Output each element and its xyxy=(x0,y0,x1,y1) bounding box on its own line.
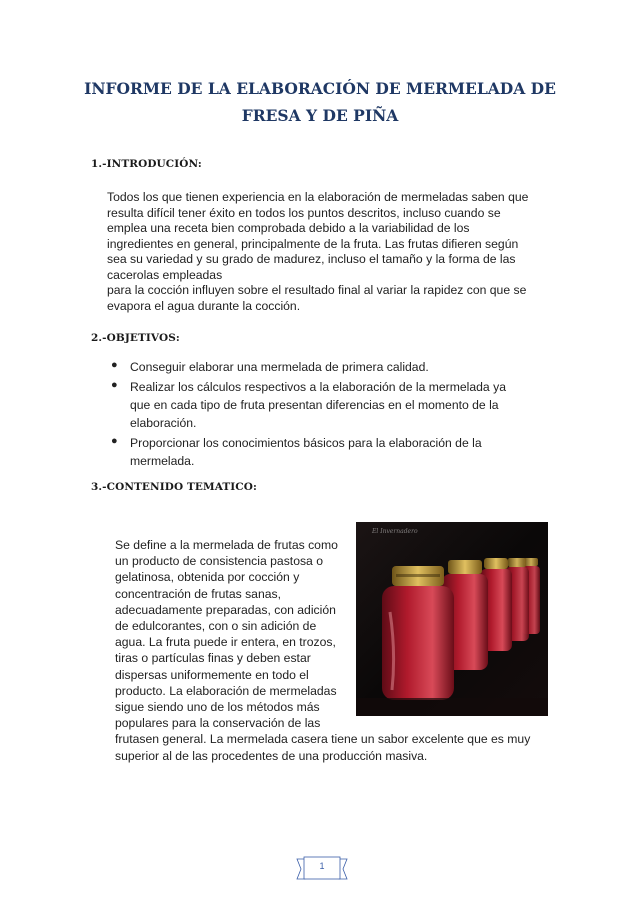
objectives-list xyxy=(108,358,558,472)
intro-line: emplea una receta bien comprobada debido a la variabilidad de los xyxy=(107,221,470,235)
content-line: sigue siendo uno de los métodos más xyxy=(115,700,320,715)
bullet-icon: ● xyxy=(111,379,118,391)
photo-watermark: El Invernadero xyxy=(372,528,418,535)
content-line: agua. La fruta puede ir entera, en trozos, xyxy=(115,635,336,650)
list-item xyxy=(108,434,558,470)
list-item-text: Conseguir elaborar una mermelada de primera calidad. xyxy=(130,360,429,374)
list-item xyxy=(108,358,558,376)
content-line: de edulcorantes, con o sin adición de xyxy=(115,619,317,634)
intro-line: evapora el agua durante la cocción. xyxy=(107,298,301,313)
content-line: tiras o partículas finas y deben estar xyxy=(115,651,311,666)
content-line: frutasen general. La mermelada casera tiene un sabor excelente que es muy xyxy=(115,732,531,747)
content-line: superior al de las procedentes de una producción masiva. xyxy=(115,748,428,763)
document-title xyxy=(60,75,580,129)
bullet-icon: ● xyxy=(111,435,118,447)
intro-paragraph xyxy=(107,190,562,314)
intro-line: resulta difícil tener éxito en todos los puntos descritos, incluso cuando se xyxy=(107,205,501,220)
content-line: producto. La elaboración de mermeladas xyxy=(115,683,337,698)
intro-line: sea su variedad y su grado de madurez, incluso el tamaño y la forma de las xyxy=(107,252,516,266)
content-line: adecuadamente preparadas, con adición xyxy=(115,602,336,617)
bullet-icon: ● xyxy=(111,359,118,371)
list-item xyxy=(108,378,558,432)
list-item-text: elaboración. xyxy=(130,416,197,430)
page-number: 1 xyxy=(319,861,325,871)
content-line: Se define a la mermelada de frutas como xyxy=(115,538,338,552)
objectives-heading: 2.-OBJETIVOS: xyxy=(91,332,180,344)
list-item-text: Realizar los cálculos respectivos a la elaboración de la mermelada ya xyxy=(130,380,506,394)
content-line: un producto de consistencia pastosa o xyxy=(115,554,324,569)
intro-heading: 1.-INTRODUCIÓN: xyxy=(91,158,202,170)
page-number-badge xyxy=(296,855,348,883)
content-line: gelatinosa, obtenida por cocción y xyxy=(115,570,300,585)
title-line-1: INFORME DE LA ELABORACIÓN DE MERMELADA DE xyxy=(84,79,556,98)
content-line: concentración de frutas sanas, xyxy=(115,586,281,601)
list-item-text: que en cada tipo de fruta presentan diferencias en el momento de la xyxy=(130,398,499,412)
intro-line: cacerolas empleadas xyxy=(107,267,223,282)
content-heading: 3.-CONTENIDO TEMATICO: xyxy=(91,481,257,493)
jar-1 xyxy=(382,566,454,700)
content-line: dispersas uniformemente en todo el xyxy=(115,667,309,682)
intro-line: Todos los que tienen experiencia en la elaboración de mermeladas saben que xyxy=(107,190,529,204)
intro-line: ingredientes en general, principalmente de la fruta. Las frutas difieren según xyxy=(107,236,519,251)
list-item-text: Proporcionar los conocimientos básicos para la elaboración de la xyxy=(130,436,482,450)
jam-jars-photo xyxy=(356,522,548,716)
content-line: populares para la conservación de las xyxy=(115,716,321,731)
list-item-text: mermelada. xyxy=(130,454,195,468)
intro-line: para la cocción influyen sobre el resultado final al variar la rapidez con que se xyxy=(107,283,527,297)
jam-jars-illustration xyxy=(356,522,548,716)
title-line-2: FRESA Y DE PIÑA xyxy=(241,106,399,125)
